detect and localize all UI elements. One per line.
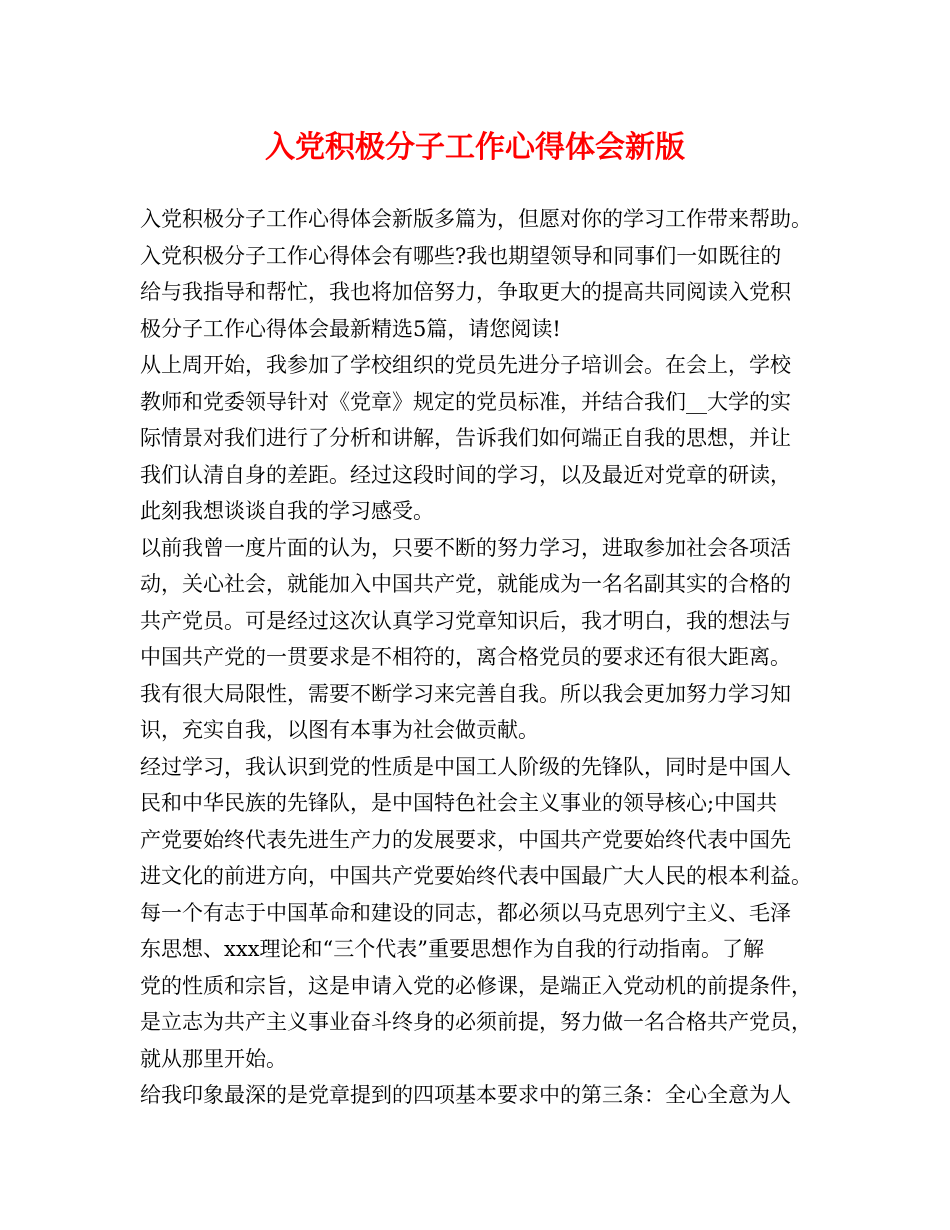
body-line: 共产党员。可是经过这次认真学习党章知识后，我才明白，我的想法与 bbox=[140, 608, 791, 633]
body-line: 进文化的前进方向，中国共产党要始终代表中国最广大人民的根本利益。 bbox=[140, 864, 812, 888]
body-line: 从上周开始，我参加了学校组织的党员先进分子培训会。在会上，学校 bbox=[140, 353, 791, 377]
body-line: 经过学习，我认识到党的性质是中国工人阶级的先锋队，同时是中国人 bbox=[140, 754, 791, 779]
document-body bbox=[140, 201, 830, 1114]
body-line: 东思想、xxx理论和“三个代表”重要思想作为自我的行动指南。了解 bbox=[140, 937, 764, 961]
body-line: 民和中华民族的先锋队，是中国特色社会主义事业的领导核心;中国共 bbox=[140, 791, 778, 815]
body-line: 识，充实自我，以图有本事为社会做贡献。 bbox=[140, 718, 539, 742]
body-line: 就从那里开始。 bbox=[140, 1046, 287, 1071]
body-line: 我们认清自身的差距。经过这段时间的学习，以及最近对党章的研读， bbox=[140, 462, 791, 487]
body-line: 极分子工作心得体会最新精选5篇，请您阅读! bbox=[140, 316, 561, 341]
body-line: 教师和党委领导针对《党章》规定的党员标准，并结合我们__大学的实 bbox=[140, 389, 791, 414]
body-line: 给与我指导和帮忙，我也将加倍努力，争取更大的提高共同阅读入党积 bbox=[140, 280, 791, 304]
body-line: 每一个有志于中国革命和建设的同志，都必须以马克思列宁主义、毛泽 bbox=[140, 900, 791, 925]
body-line: 给我印象最深的是党章提到的四项基本要求中的第三条：全心全意为人 bbox=[140, 1083, 791, 1107]
body-line: 以前我曾一度片面的认为，只要不断的努力学习，进取参加社会各项活 bbox=[140, 535, 791, 560]
body-line: 此刻我想谈谈自我的学习感受。 bbox=[140, 499, 434, 523]
body-line: 是立志为共产主义事业奋斗终身的必须前提，努力做一名合格共产党员， bbox=[140, 1010, 812, 1034]
body-line: 我有很大局限性，需要不断学习来完善自我。所以我会更加努力学习知 bbox=[140, 681, 791, 706]
body-line: 中国共产党的一贯要求是不相符的，离合格党员的要求还有很大距离。 bbox=[140, 645, 791, 669]
document-title: 入党积极分子工作心得体会新版 bbox=[265, 130, 685, 165]
body-line: 党的性质和宗旨，这是申请入党的必修课，是端正入党动机的前提条件， bbox=[140, 973, 812, 998]
body-line: 际情景对我们进行了分析和讲解，告诉我们如何端正自我的思想，并让 bbox=[140, 426, 791, 450]
body-line: 入党积极分子工作心得体会新版多篇为，但愿对你的学习工作带来帮助。 bbox=[140, 207, 812, 231]
body-line: 入党积极分子工作心得体会有哪些?我也期望领导和同事们一如既往的 bbox=[140, 243, 782, 268]
body-line: 产党要始终代表先进生产力的发展要求，中国共产党要始终代表中国先 bbox=[140, 827, 791, 852]
body-line: 动，关心社会，就能加入中国共产党，就能成为一名名副其实的合格的 bbox=[140, 572, 791, 596]
